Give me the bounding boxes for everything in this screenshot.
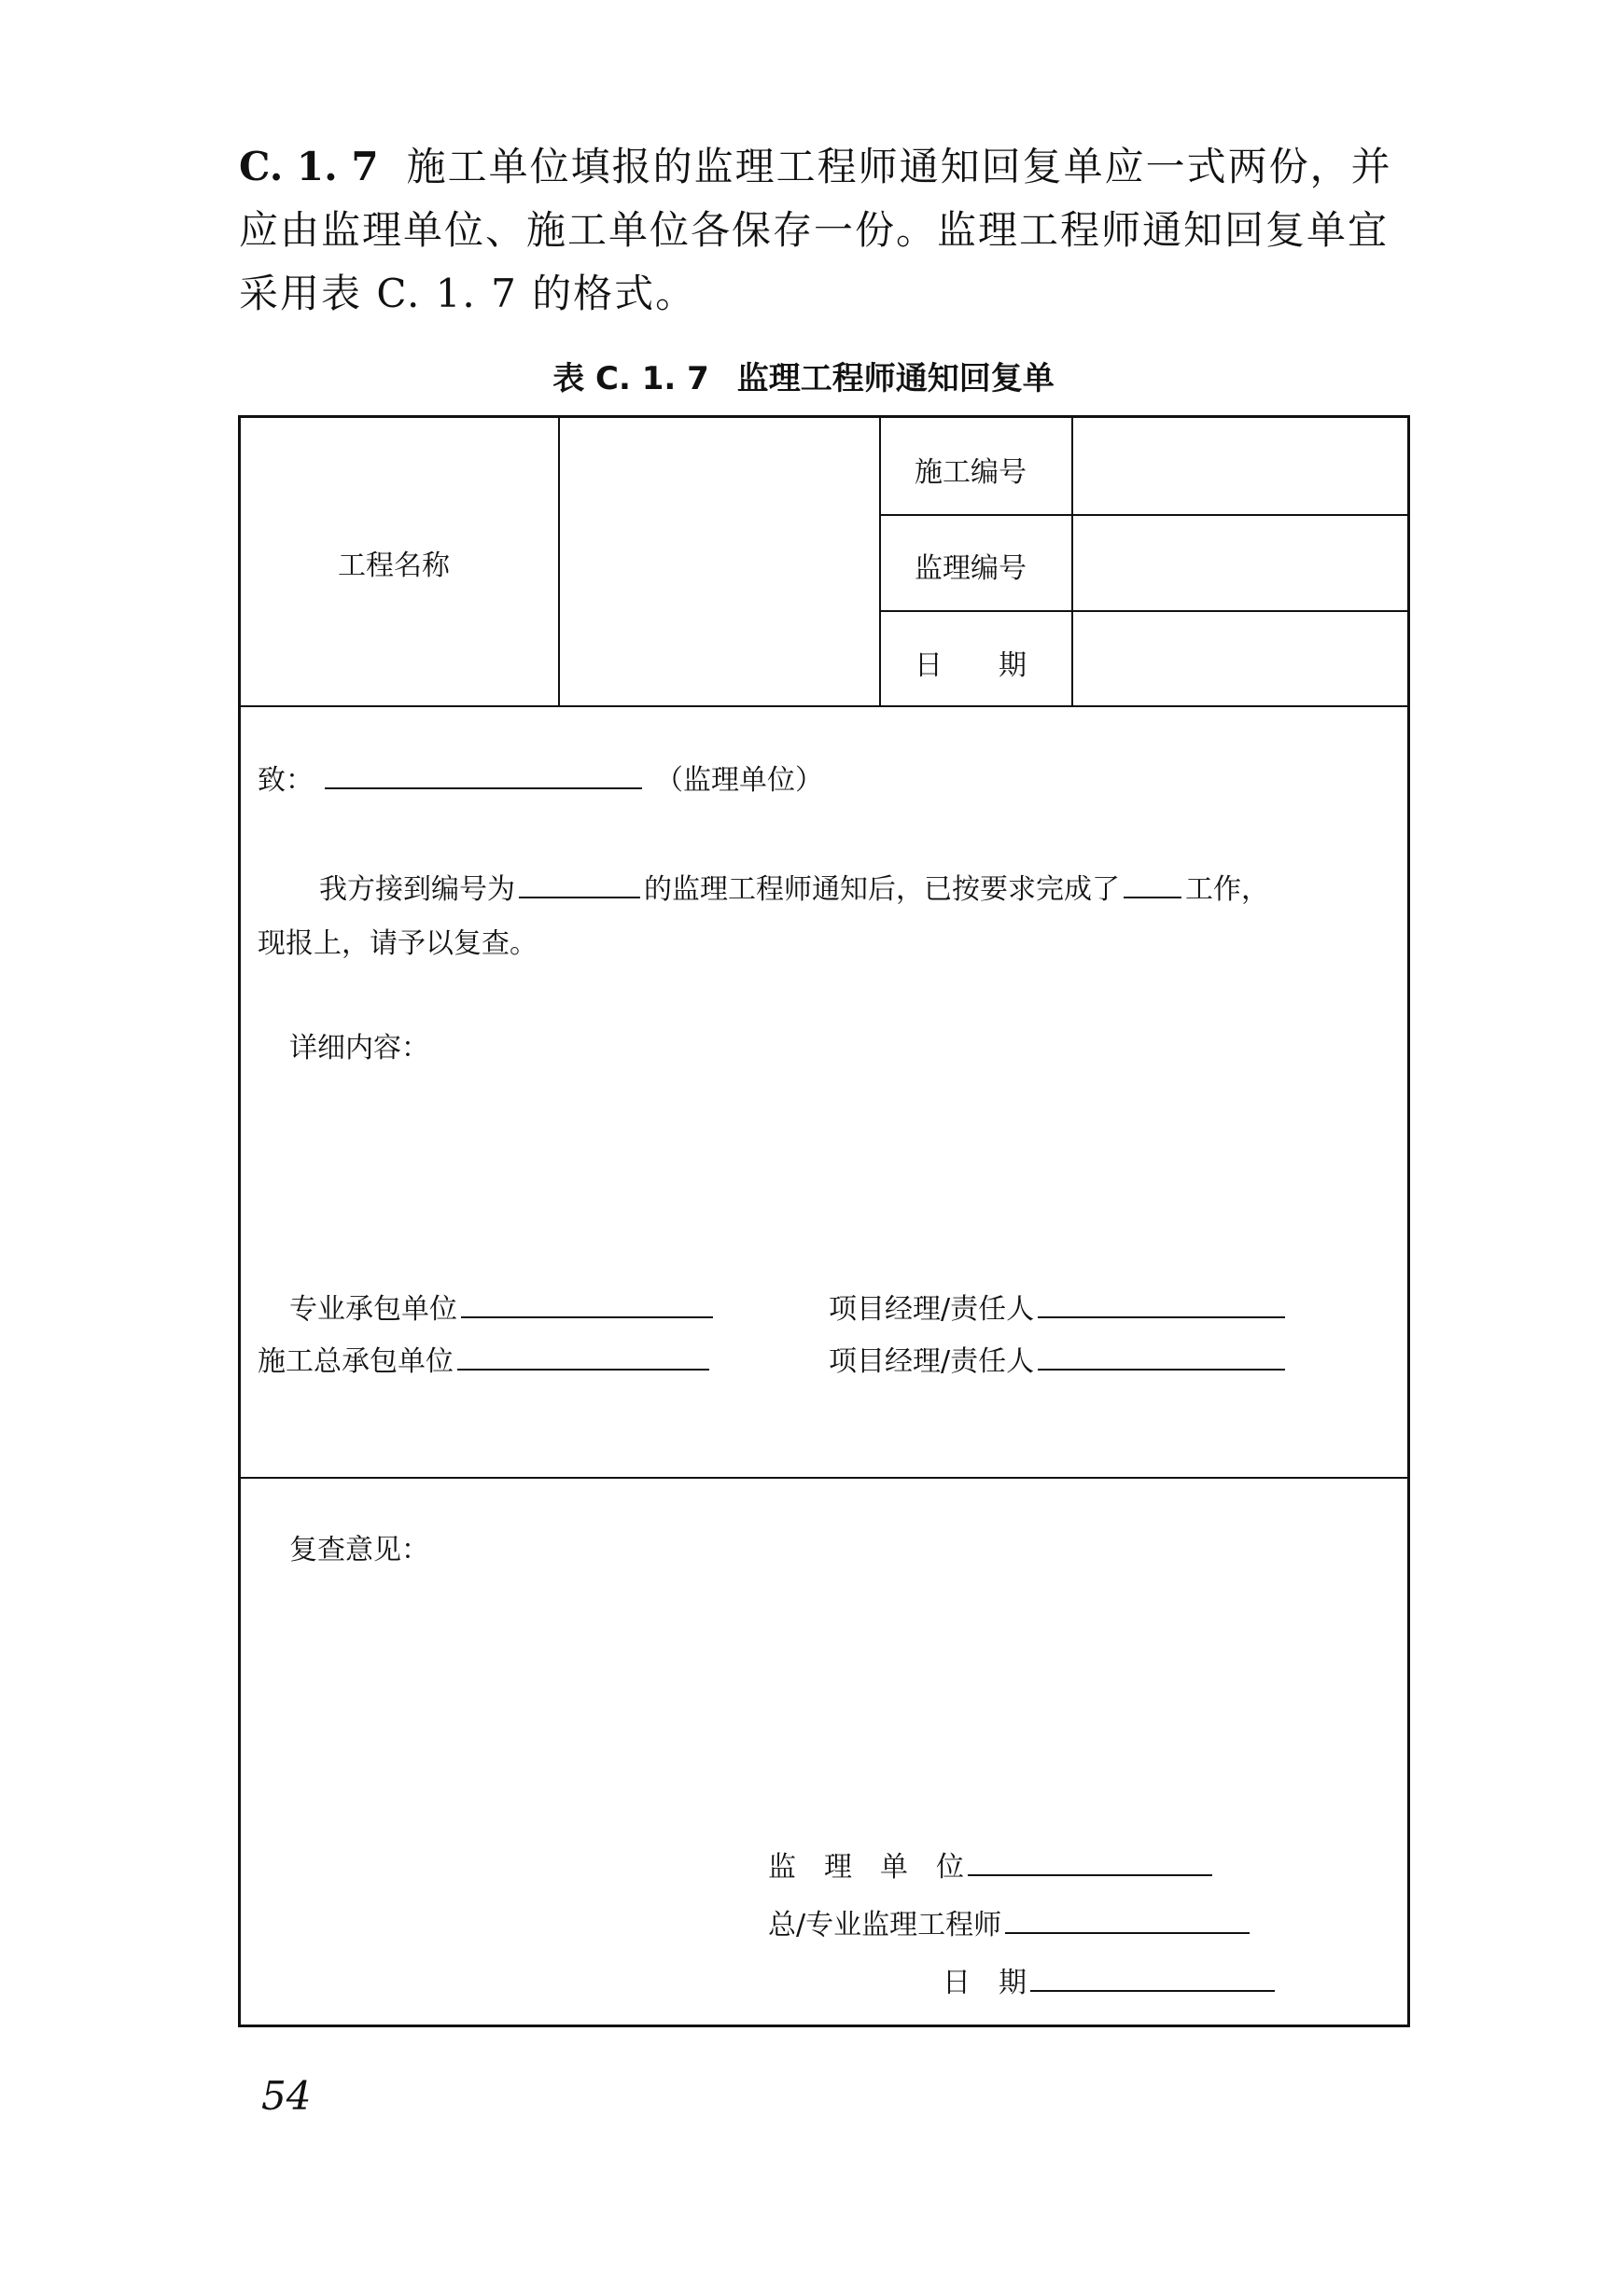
supervision-unit-blank[interactable] (968, 1846, 1212, 1876)
header-row-divider (879, 514, 1409, 516)
general-contractor-blank[interactable] (457, 1341, 709, 1371)
reply-body-line2: 现报上，请予以复查。 (258, 927, 538, 960)
project-name-label: 工程名称 (338, 550, 450, 582)
clause-number: C. 1. 7 (239, 144, 379, 189)
pm-line-2 (829, 1338, 1285, 1379)
subcontractor-line (289, 1286, 713, 1327)
general-contractor-label: 施工总承包单位 (258, 1345, 454, 1378)
supervision-no-label: 监理编号 (915, 552, 1027, 585)
to-line (258, 757, 823, 798)
notice-no-blank[interactable] (519, 869, 640, 898)
to-blank[interactable] (325, 759, 642, 789)
review-date-line (943, 1959, 1275, 2000)
table-caption (0, 353, 1607, 398)
header-divider (558, 418, 560, 707)
pm-blank-2[interactable] (1038, 1341, 1285, 1371)
to-suffix: （监理单位） (655, 764, 823, 797)
table-number: 表 C. 1. 7 (552, 360, 709, 397)
construction-no-label: 施工编号 (915, 456, 1027, 489)
work-blank[interactable] (1124, 869, 1181, 898)
subcontractor-label: 专业承包单位 (289, 1293, 457, 1326)
subcontractor-blank[interactable] (461, 1288, 713, 1318)
details-label: 详细内容： (289, 1032, 429, 1065)
header-divider (879, 418, 881, 707)
table-title: 监理工程师通知回复单 (736, 360, 1055, 397)
engineer-blank[interactable] (1005, 1904, 1250, 1934)
pm-line-1 (829, 1286, 1285, 1327)
intro-text: 施工单位填报的监理工程师通知回复单应一式两份，并应由监理单位、施工单位各保存一份。监理工程师通知回复单宜采用表 C. 1. 7 的格式。 (239, 144, 1392, 316)
review-date-blank[interactable] (1030, 1962, 1275, 1992)
engineer-label: 总/专业监理工程师 (768, 1909, 1002, 1941)
header-divider (1071, 418, 1073, 707)
section-divider (241, 1477, 1409, 1479)
review-date-label: 日 期 (943, 1967, 1027, 1999)
body-part2: 的监理工程师通知后，已按要求完成了 (644, 873, 1120, 906)
date-label: 日 期 (915, 649, 1027, 682)
supervision-unit-line (768, 1844, 1212, 1885)
reply-form-table (238, 415, 1410, 2027)
section-divider (241, 705, 1409, 707)
to-label: 致： (258, 764, 314, 797)
body-part3: 工作， (1185, 873, 1269, 906)
general-contractor-line (258, 1338, 709, 1379)
page-number: 54 (261, 2073, 312, 2119)
reply-body-line1 (319, 866, 1269, 907)
intro-paragraph (239, 135, 1415, 326)
supervision-unit-label: 监 理 单 位 (768, 1851, 964, 1884)
header-row-divider (879, 610, 1409, 612)
engineer-line (768, 1901, 1250, 1942)
pm-label-2: 项目经理/责任人 (829, 1345, 1035, 1378)
review-opinion-label: 复查意见： (289, 1534, 429, 1566)
pm-blank-1[interactable] (1038, 1288, 1285, 1318)
pm-label-1: 项目经理/责任人 (829, 1293, 1035, 1326)
body-part1: 我方接到编号为 (319, 873, 515, 906)
